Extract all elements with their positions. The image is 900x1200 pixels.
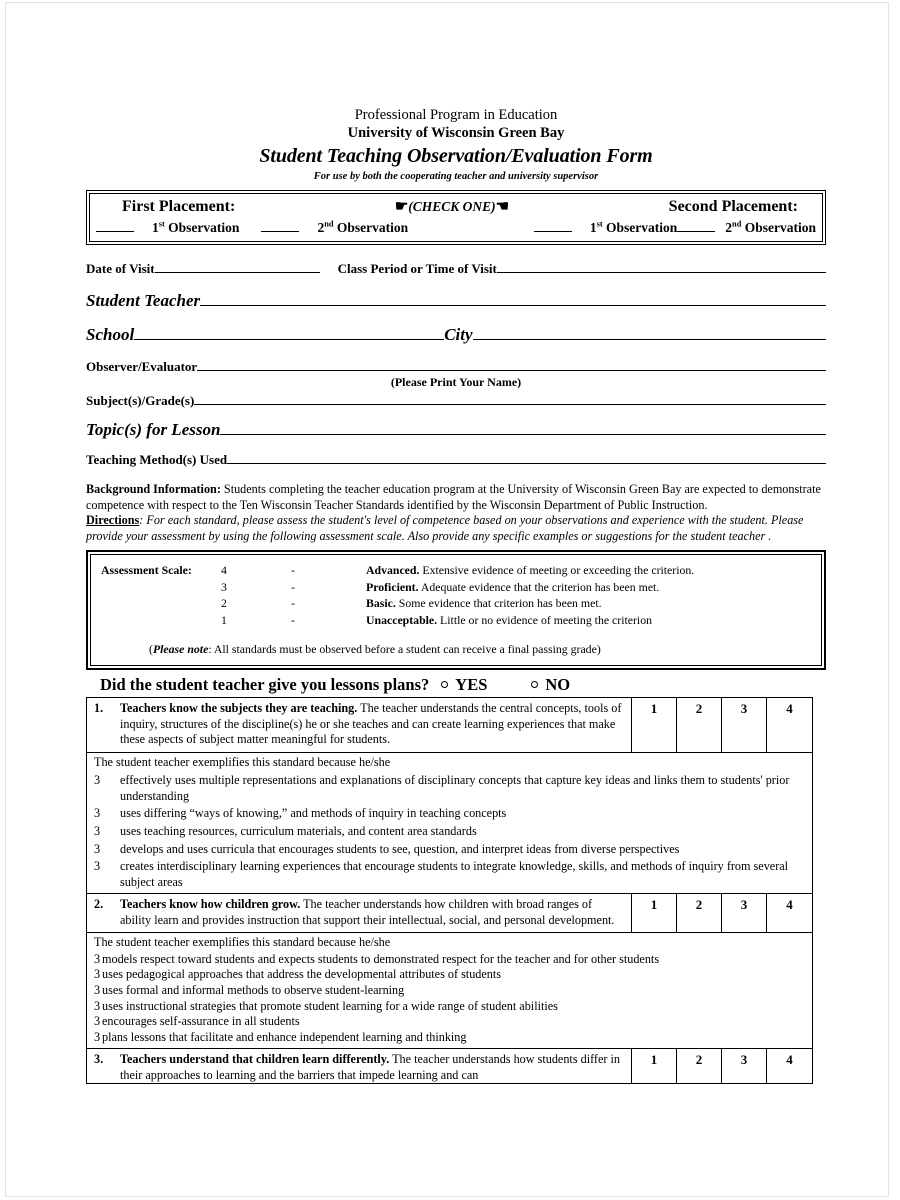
form-title: Student Teaching Observation/Evaluation Form [259,145,653,167]
ordinal-suffix: st [596,219,603,229]
background-heading: Background Information: [86,482,221,496]
list-item [94,842,806,858]
rating-option-2[interactable]: 2 [677,894,722,932]
class-period-input[interactable] [497,272,826,273]
scale-description [366,612,811,629]
scale-dash: - [291,612,295,627]
table-row [87,698,812,752]
ordinal-number: 2 [725,220,733,235]
scale-description [366,579,811,596]
assessment-scale-label: Assessment Scale: [101,563,192,578]
scale-value: 3 [221,579,227,594]
criteria-text: creates interdisciplinary learning experiences that encourage students to integrate knowledge, skills, and methods of inquiry from several subject areas [120,859,789,889]
rating-option-4[interactable]: 4 [786,1052,793,1068]
scale-description [366,595,811,612]
form-header [86,106,826,185]
second-placement-obs2-label [725,218,816,237]
observer-evaluator-label: Observer/Evaluator [86,359,198,374]
list-item [94,967,806,983]
standard-text [120,1052,625,1083]
criteria-rating-mark[interactable]: 3 [94,967,101,982]
list-item [94,773,806,804]
form-fields [86,261,826,468]
ordinal-suffix: st [158,219,165,229]
hand-pointing-down-right-icon: ☚ [495,199,510,215]
assessment-scale-grid [101,562,811,628]
document-page [5,2,889,1197]
standard-text [120,897,625,928]
ordinal-number: 1 [152,220,159,235]
lesson-plans-no-option[interactable] [531,674,570,695]
scale-description [366,562,811,579]
criteria-intro: The student teacher exemplifies this standard because he/she [94,754,391,769]
criteria-text: uses instructional strategies that promote student learning for a wide range of student abilities [102,998,558,1013]
scale-dash: - [291,563,295,578]
teaching-methods-label: Teaching Method(s) Used [86,452,228,467]
second-placement-obs1-blank[interactable] [534,231,572,232]
placement-observation-row [96,217,816,237]
rating-option-3[interactable]: 3 [722,894,767,932]
standard-description-cell [87,1049,632,1083]
standard-title: Teachers know how children grow. [120,897,301,912]
standard-criteria-cell [87,933,812,1049]
subjects-grades-label: Subject(s)/Grade(s) [86,393,195,408]
criteria-text: models respect toward students and expects students to demonstrated respect for the teacher and for other students [102,951,660,966]
standard-desc: The teacher understands how students differ in their approaches to learning and the barriers that impede learning and can [120,1052,620,1082]
placement-box [86,190,826,245]
scale-level-name: Proficient. [366,579,419,594]
assessment-scale-box [86,550,826,670]
lesson-plans-question-row [86,674,826,695]
field-row-date-visit [86,261,826,277]
criteria-rating-mark[interactable]: 3 [94,773,101,788]
standards-table [86,697,813,1084]
background-text: Students completing the teacher education program at the University of Wisconsin Green Bay are expected to demonstrate competence with respect to the Ten Wisconsin Teacher Standards identified by the Wisconsin Department of Public Instruction. [86,482,821,512]
scale-level-desc: Some evidence that criterion has been met. [395,596,602,611]
list-item [94,1030,806,1046]
list-item [94,983,806,999]
directions-text: : For each standard, please assess the student's level of competence based on your observations and experience with the student. Please provide your assessment by using the following assessment scale. Also provide any specific examples or suggestions for the student teacher . [86,513,804,543]
standard-description-cell [87,698,632,751]
rating-option-1[interactable]: 1 [632,1049,677,1083]
observation-word: Observation [336,220,409,235]
school-label: School [86,325,135,344]
standard-title: Teachers understand that children learn differently. [120,1052,390,1067]
placement-heading-row [96,197,816,217]
scale-value: 4 [221,563,227,578]
scale-level-name: Basic. [366,596,396,611]
scale-level-desc: Extensive evidence of meeting or exceeding the criterion. [419,563,695,578]
scale-row [101,595,811,612]
standard-number: 2. [94,897,104,912]
standard-description-cell [87,894,632,932]
lesson-plans-question: Did the student teacher give you lessons plans? [100,675,430,695]
list-item [94,952,806,968]
rating-option-2[interactable]: 2 [677,1049,722,1083]
lesson-plans-yes-label: YES [455,675,488,695]
radio-circle-icon[interactable] [441,681,448,688]
observer-evaluator-input[interactable] [197,370,826,371]
scale-dash: - [291,579,295,594]
city-input[interactable] [473,339,826,340]
criteria-rating-mark[interactable]: 3 [94,982,101,997]
standard-title: Teachers know the subjects they are teaching. [120,701,358,716]
observation-word: Observation [744,220,816,235]
observation-word: Observation [168,220,240,235]
first-placement-label: First Placement: [122,198,236,215]
background-information [86,482,826,544]
lesson-plans-no-label: NO [545,675,571,695]
first-placement-obs2-label [317,218,408,237]
list-item [94,806,806,822]
list-item [94,1014,806,1030]
field-row-subjects-grades [86,393,826,409]
ordinal-number: 1 [589,220,597,235]
class-period-label: Class Period or Time of Visit [337,261,497,276]
student-teacher-label: Student Teacher [86,291,201,310]
teaching-methods-input[interactable] [227,463,826,464]
scale-row [101,579,811,596]
program-name: Professional Program in Education [354,107,558,123]
criteria-rating-mark[interactable]: 3 [94,823,101,838]
rating-option-3[interactable]: 3 [722,1049,767,1083]
scale-level-desc: Little or no evidence of meeting the criterion [437,612,652,627]
rating-option-1[interactable]: 1 [632,894,677,932]
criteria-rating-mark[interactable]: 3 [94,1029,101,1044]
university-name: University of Wisconsin Green Bay [347,125,565,141]
first-placement-obs2-blank[interactable] [261,231,299,232]
lesson-plans-yes-option[interactable] [441,674,487,695]
table-row [87,1049,812,1084]
topics-input[interactable] [220,434,826,435]
standard-desc: The teacher understands how children with broad ranges of ability learn and provides instruction that support their intellectual, social, and personal development. [120,897,615,927]
criteria-text: develops and uses curricula that encourages students to see, question, and interpret ideas from diverse perspectives [120,841,680,856]
topics-label: Topic(s) for Lesson [86,420,221,439]
criteria-text: uses teaching resources, curriculum materials, and content area standards [120,823,477,838]
please-note-label: Please note [152,642,209,657]
scale-level-name: Unacceptable. [366,612,438,627]
criteria-intro: The student teacher exemplifies this standard because he/she [94,935,391,950]
standard-number: 1. [94,701,104,716]
scale-value: 1 [221,612,227,627]
criteria-rating-mark[interactable]: 3 [94,951,101,966]
criteria-text: encourages self-assurance in all students [102,1014,300,1029]
standard-number: 3. [94,1052,104,1067]
table-row [87,894,812,933]
field-row-topics [86,420,826,440]
rating-option-4[interactable]: 4 [786,897,793,913]
subjects-grades-input[interactable] [194,404,826,405]
standard-text [120,701,625,747]
second-placement-obs1-label [590,218,677,237]
first-placement-obs1-label [152,218,239,237]
standard-desc: The teacher understands the central concepts, tools of inquiry, structures of the discipline(s) he or she teaches and can create learning experiences that make these aspects of subject matter meaningful for students. [120,701,622,747]
ordinal-suffix: nd [324,219,334,229]
field-row-school-city [86,325,826,345]
criteria-text: uses differing “ways of knowing,” and methods of inquiry in teaching concepts [120,806,507,821]
observer-print-note: (Please Print Your Name) [390,375,522,389]
field-row-teaching-methods [86,452,826,468]
check-one-instruction [395,197,509,217]
directions-heading: Directions [86,513,140,528]
first-placement-obs1-blank[interactable] [96,231,134,232]
scale-level-name: Advanced. [366,563,420,578]
list-item [94,824,806,840]
rating-option-1[interactable]: 1 [632,698,677,751]
criteria-rating-mark[interactable]: 3 [94,841,101,856]
list-item [94,859,806,890]
field-row-observer [86,359,826,375]
scale-value: 2 [221,596,227,611]
ordinal-suffix: nd [732,219,742,229]
second-placement-obs2-blank[interactable] [677,231,715,232]
criteria-rating-mark[interactable]: 3 [94,859,101,874]
note-paren: ( [149,642,153,657]
please-note-text: : All standards must be observed before a student can receive a final passing grade) [208,642,601,657]
city-label: City [444,325,473,344]
criteria-text: uses formal and informal methods to observe student-learning [102,982,405,997]
scale-row [101,562,811,579]
criteria-text: plans lessons that facilitate and enhance independent learning and thinking [102,1029,467,1044]
criteria-rating-mark[interactable]: 3 [94,806,101,821]
criteria-text: effectively uses multiple representations and explanations of disciplinary concepts that capture key ideas and links them to students' prior understanding [120,773,790,803]
criteria-rating-mark[interactable]: 3 [94,1014,101,1029]
scale-level-desc: Adequate evidence that the criterion has been met. [418,579,660,594]
check-one-label: (CHECK ONE) [408,199,496,214]
form-sheet [86,106,826,1084]
scale-row [101,612,811,629]
form-subtitle: For use by both the cooperating teacher and university supervisor [313,171,599,182]
criteria-rating-mark[interactable]: 3 [94,998,101,1013]
criteria-text: uses pedagogical approaches that address the developmental attributes of students [102,967,502,982]
ordinal-number: 2 [317,220,325,235]
rating-option-4[interactable]: 4 [786,701,793,717]
school-input[interactable] [134,339,444,340]
observation-word: Observation [606,220,678,235]
date-of-visit-input[interactable] [155,272,320,273]
scale-dash: - [291,596,295,611]
student-teacher-input[interactable] [200,305,826,306]
standard-criteria-cell [87,753,812,895]
rating-option-2[interactable]: 2 [677,698,722,751]
assessment-scale-note [101,641,811,657]
rating-option-3[interactable]: 3 [722,698,767,751]
field-row-student-teacher [86,291,826,311]
second-placement-label: Second Placement: [668,198,798,215]
radio-circle-icon[interactable] [531,681,538,688]
list-item [94,999,806,1015]
hand-pointing-down-left-icon: ☛ [394,199,409,215]
date-of-visit-label: Date of Visit [86,261,155,276]
